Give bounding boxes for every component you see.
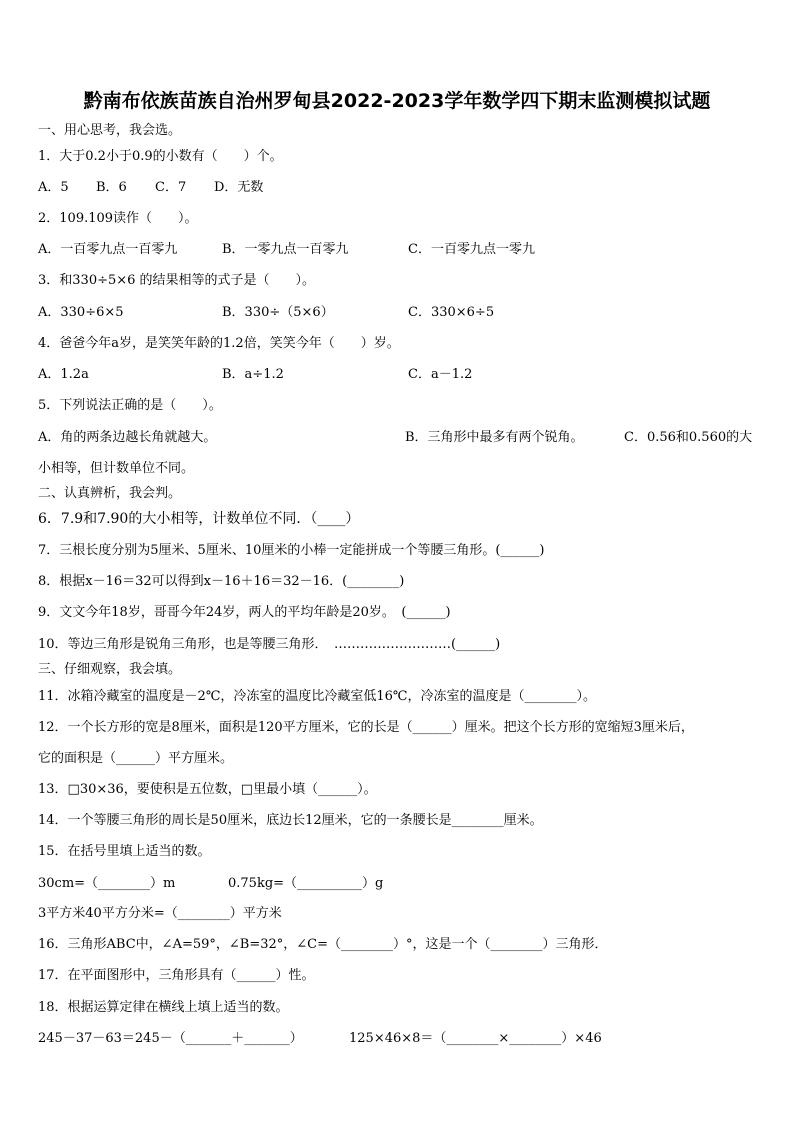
q4-option-b: B．a÷1.2 — [222, 367, 284, 382]
q1-option-c: C．7 — [155, 180, 187, 195]
q15-blank-2: 0.75kg=（__________）g — [228, 876, 384, 891]
q2-option-b: B．一零九点一百零九 — [222, 242, 349, 257]
section-heading-3: 三、仔细观察，我会填。 — [38, 662, 182, 677]
q1-option-a: A．5 — [38, 180, 69, 195]
question-18: 18．根据运算定律在横线上填上适当的数。 — [38, 1000, 289, 1015]
page-title: 黔南布依族苗族自治州罗甸县2022-2023学年数学四下期末监测模拟试题 — [83, 90, 711, 112]
section-heading-2: 二、认真辨析，我会判。 — [38, 486, 182, 501]
question-6: 6．7.9和7.90的大小相等，计数单位不同．（____） — [38, 511, 360, 527]
q15-blank-1: 30cm=（________）m — [38, 876, 176, 891]
q5-option-c-continued: 小相等，但计数单位不同。 — [38, 461, 195, 476]
q18-expression-1: 245－37－63＝245－（_______＋_______） — [38, 1031, 303, 1046]
section-heading-1: 一、用心思考，我会选。 — [38, 123, 182, 138]
q5-option-b: B．三角形中最多有两个锐角。 — [405, 430, 584, 445]
question-8: 8．根据x－16＝32可以得到x－16＋16＝32－16．(________) — [38, 574, 405, 589]
question-12: 12．一个长方形的宽是8厘米，面积是120平方厘米，它的长是（______）厘米。把这个长方形的宽缩短3厘米后， — [38, 720, 694, 735]
q2-option-c: C．一百零九点一零九 — [408, 242, 535, 257]
question-12-continued: 它的面积是（______）平方厘米。 — [38, 751, 234, 766]
question-16: 16．三角形ABC中，∠A=59°，∠B=32°，∠C=（________）°，这是一个（________）三角形． — [38, 937, 608, 952]
q4-option-c: C．a－1.2 — [408, 367, 473, 382]
question-17: 17．在平面图形中，三角形具有（______）性。 — [38, 968, 315, 983]
q15-blank-3: 3平方米40平方分米=（________）平方米 — [38, 906, 282, 921]
question-10: 10．等边三角形是锐角三角形，也是等腰三角形． ………………………(______) — [38, 637, 501, 652]
q3-option-b: B．330÷（5×6） — [222, 305, 334, 320]
q1-option-b: B．6 — [96, 180, 127, 195]
question-1: 1．大于0.2小于0.9的小数有（ ）个。 — [38, 149, 283, 164]
q1-option-d: D．无数 — [214, 180, 264, 195]
question-3: 3．和330÷5×6 的结果相等的式子是（ ）。 — [38, 273, 316, 288]
question-13: 13．□30×36，要使积是五位数，□里最小填（______）。 — [38, 782, 377, 797]
q18-expression-2: 125×46×8＝（________×________）×46 — [349, 1031, 602, 1046]
question-2: 2．109.109读作（ ）。 — [38, 211, 198, 226]
q5-option-a: A．角的两条边越长角就越大。 — [38, 430, 217, 445]
question-15: 15．在括号里填上适当的数。 — [38, 844, 211, 859]
question-5: 5．下列说法正确的是（ ）。 — [38, 398, 222, 413]
question-7: 7．三根长度分别为5厘米、5厘米、10厘米的小棒一定能拼成一个等腰三角形。(______) — [38, 543, 545, 558]
q3-option-a: A．330÷6×5 — [38, 305, 124, 320]
question-9: 9．文文今年18岁，哥哥今年24岁，两人的平均年龄是20岁。 (______) — [38, 605, 451, 620]
q2-option-a: A．一百零九点一百零九 — [38, 242, 178, 257]
q3-option-c: C．330×6÷5 — [408, 305, 495, 320]
question-14: 14．一个等腰三角形的周长是50厘米，底边长12厘米，它的一条腰长是________厘米。 — [38, 813, 543, 828]
question-4: 4．爸爸今年a岁，是笑笑年龄的1.2倍，笑笑今年（ ）岁。 — [38, 336, 400, 351]
question-11: 11．冰箱冷藏室的温度是－2℃，冷冻室的温度比冷藏室低16℃，冷冻室的温度是（________）。 — [38, 689, 596, 704]
q5-option-c: C．0.56和0.560的大 — [624, 430, 753, 445]
q4-option-a: A．1.2a — [38, 367, 89, 382]
